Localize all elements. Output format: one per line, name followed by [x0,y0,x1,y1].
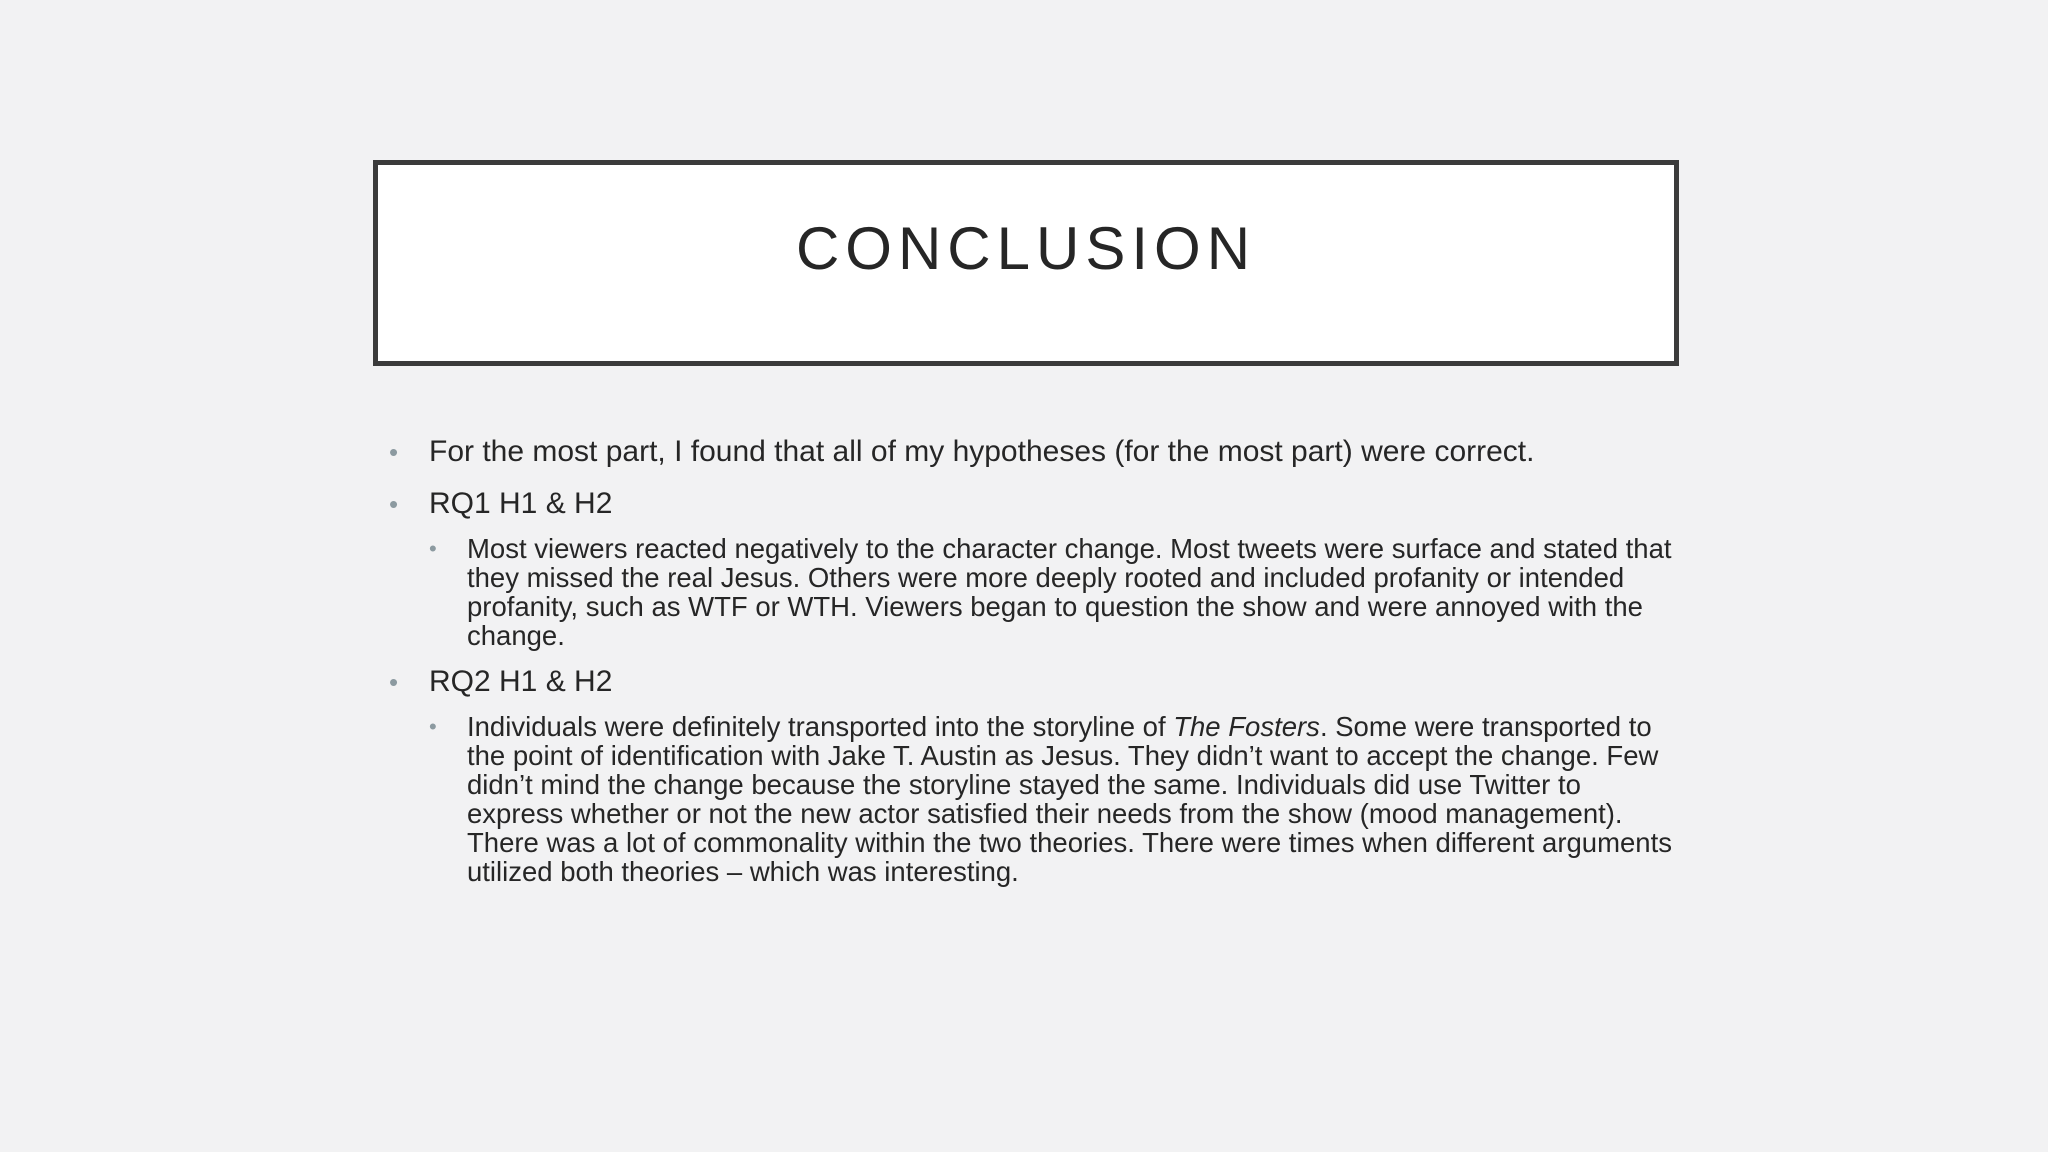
show-title: The Fosters [1173,711,1320,742]
bullet-icon: • [389,489,399,519]
sub-list-item-text-end: . Some were transported to the point of identification with Jake T. Austin as Jesus. They didn’t want to accept the change. Few didn’t mind the change because the storyline stayed the same. Individuals did use Twitter to express whether or not the new actor satisfied their needs from the show (mood management). There was a lot of commonality within the two theories. There were times when different arguments utilized both theories – which was interesting. [467,711,1672,887]
sub-bullet-list [429,712,1675,886]
bullet-icon: • [389,667,399,697]
list-item-text: RQ1 H1 & H2 [429,487,613,520]
bullet-list [385,432,1675,886]
list-item [385,432,1675,472]
bullet-icon: • [389,437,399,467]
title-box [373,160,1679,366]
sub-bullet-icon: • [429,536,437,561]
slide-title: CONCLUSION [795,215,1257,282]
list-item [385,484,1675,650]
sub-bullet-icon: • [429,714,437,739]
list-item-text: RQ2 H1 & H2 [429,665,613,698]
sub-list-item [429,712,1675,886]
sub-bullet-list [429,534,1675,650]
slide-content [385,432,1675,898]
list-item [385,662,1675,886]
sub-list-item-text: Most viewers reacted negatively to the character change. Most tweets were surface and stated that they missed the real Jesus. Others were more deeply rooted and included profanity or intended profanity, such as WTF or WTH. Viewers began to question the show and were annoyed with the change. [467,533,1672,651]
sub-list-item [429,534,1675,650]
list-item-text: For the most part, I found that all of my hypotheses (for the most part) were correct. [429,435,1535,468]
sub-list-item-text-start: Individuals were definitely transported into the storyline of [467,711,1174,742]
